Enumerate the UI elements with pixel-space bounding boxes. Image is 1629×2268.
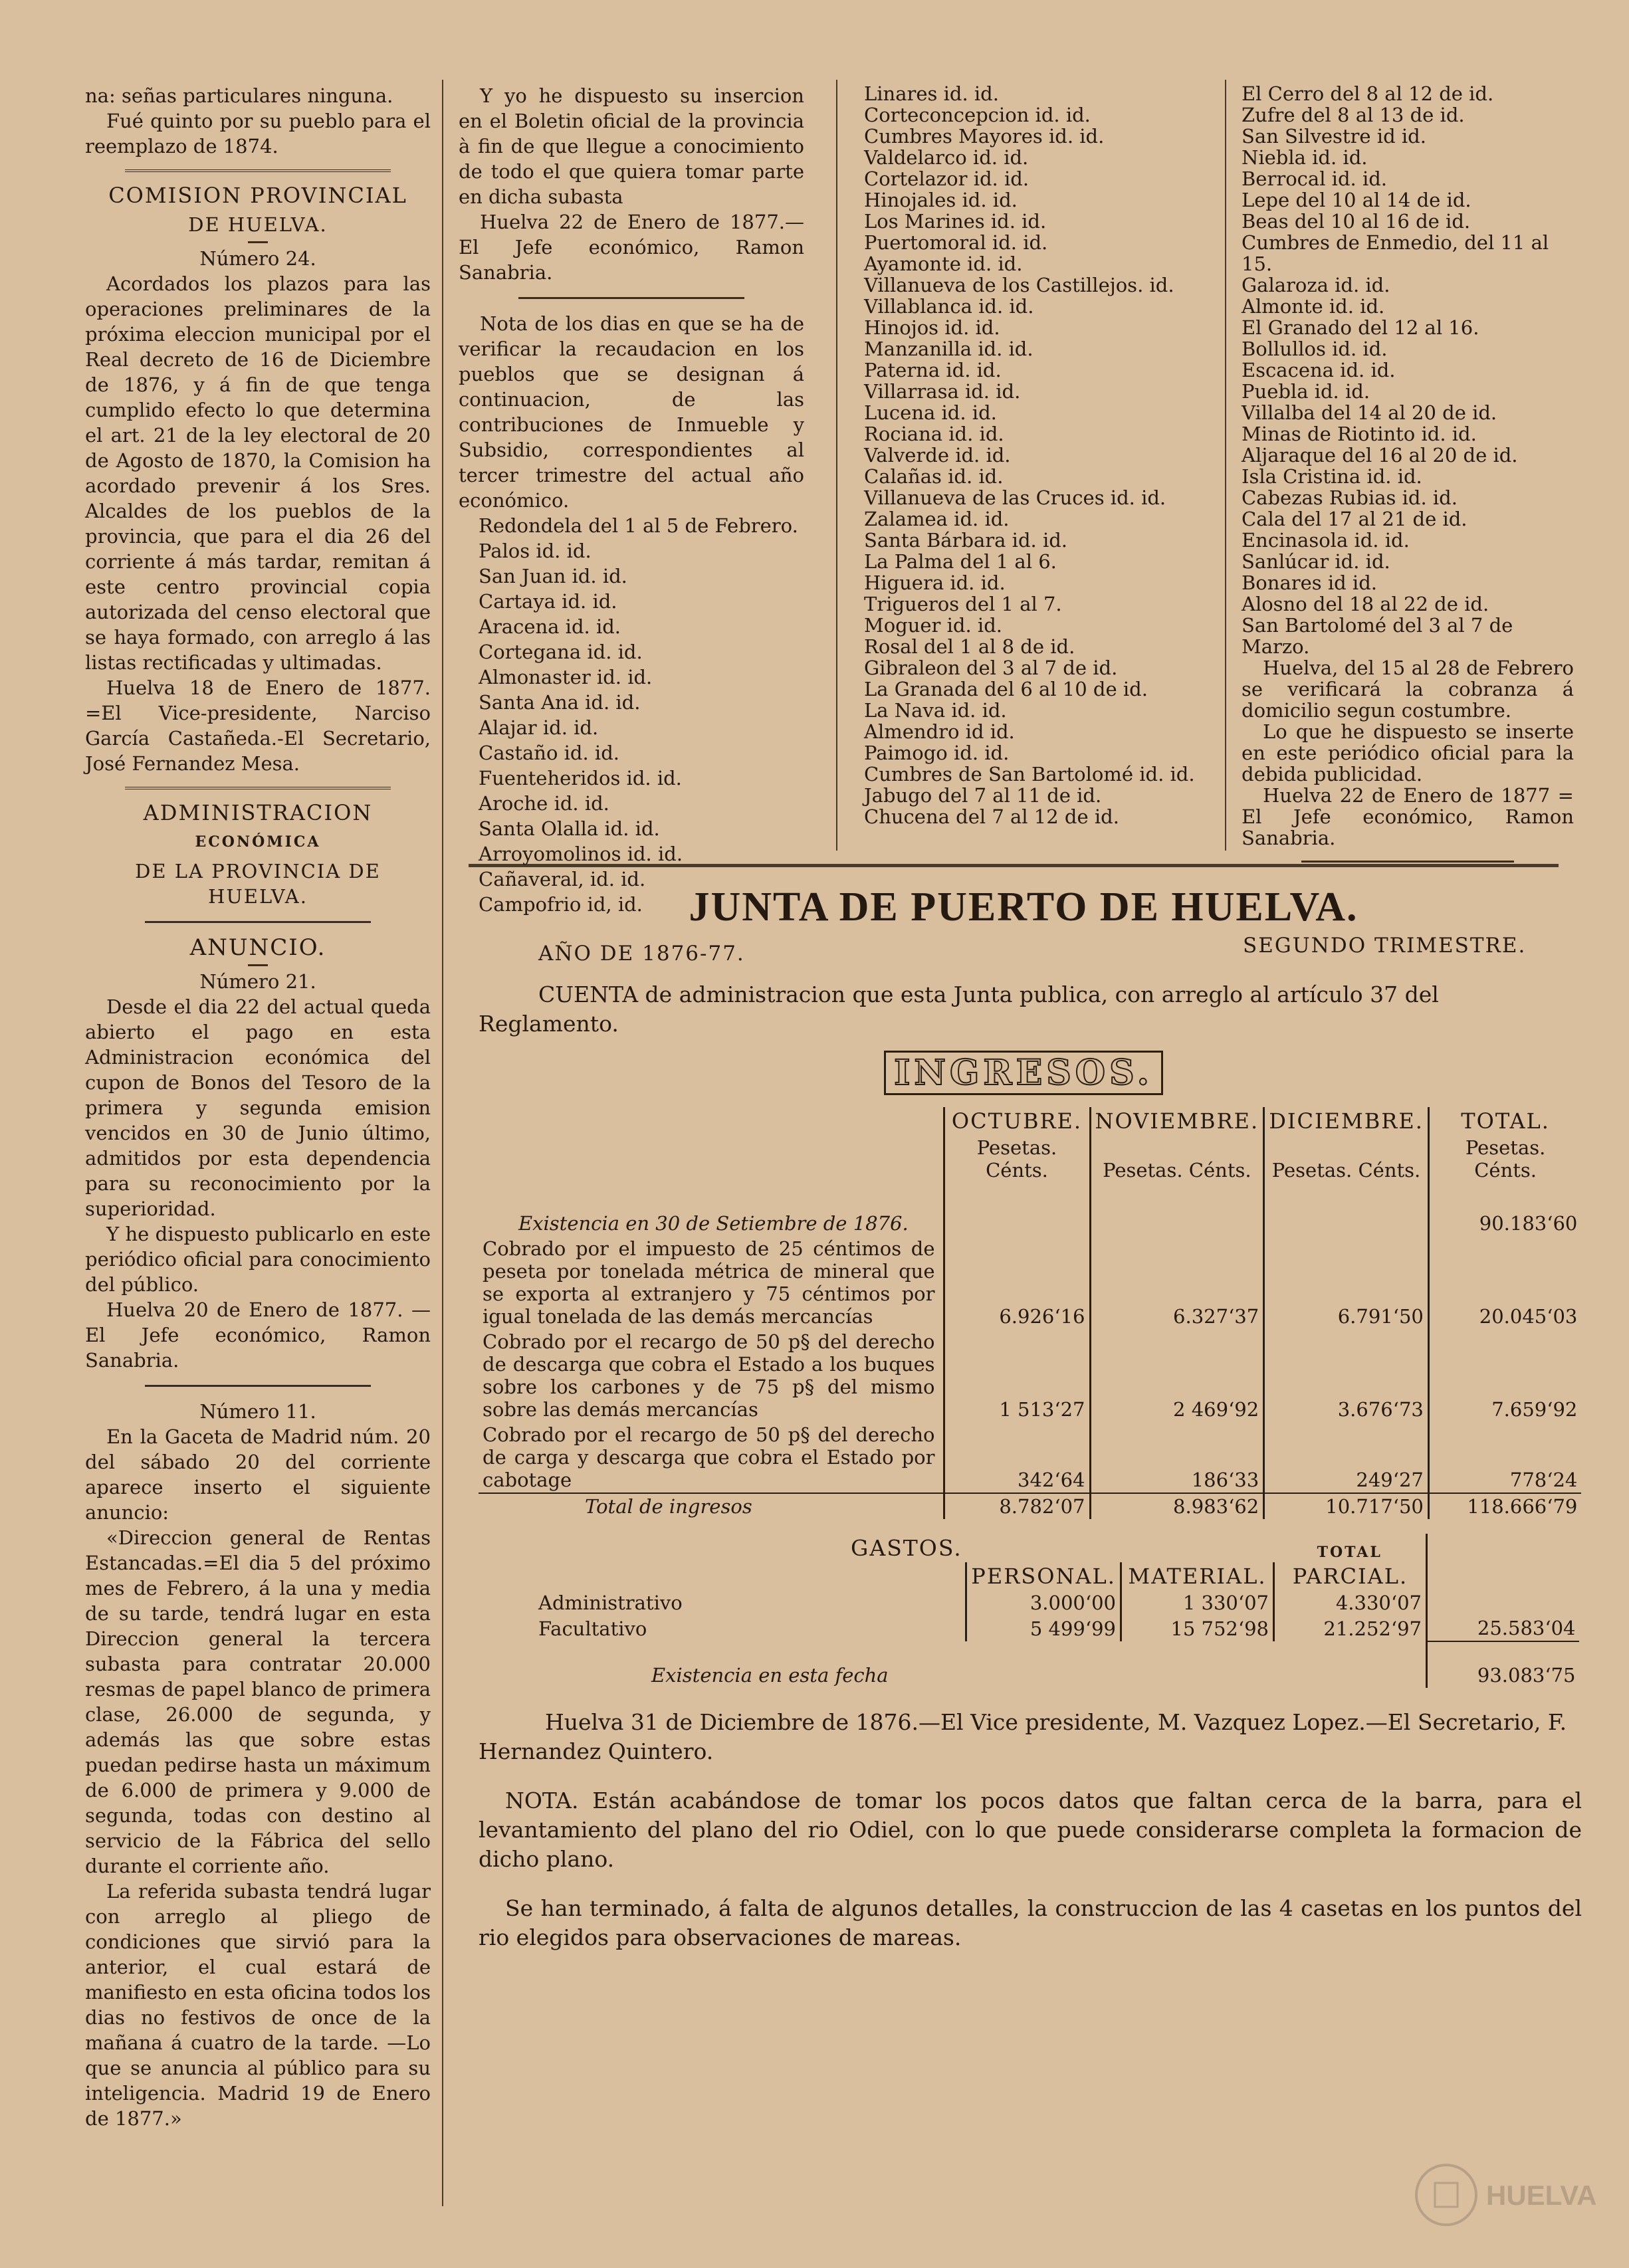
list-item: Villalba del 14 al 20 de id.	[1242, 401, 1497, 424]
unit-header: Pesetas. Cénts.	[944, 1135, 1090, 1183]
cell-nov: 6.327‘37	[1090, 1236, 1264, 1329]
junta-nota	[479, 1786, 1582, 1874]
list-item: Paimogo id. id.	[864, 742, 1010, 764]
total-oct: 8.782‘07	[944, 1493, 1090, 1519]
list-item: Encinasola id. id.	[1242, 529, 1410, 552]
numero11-quote-2: La referida subasta tendrá lugar con arreglo al pliego de condiciones que sirvió para la anterior, el cual estará de manifiesto en esta oficina todos los dias no festivos de once de la mañana á cuatro de la tarde. —Lo que se anuncia al público para su inteligencia. Madrid 19 de Enero de 1877.»	[85, 1880, 431, 2130]
list-item: Minas de Riotinto id. id.	[1242, 423, 1477, 445]
existencia-total: 90.183‘60	[1428, 1183, 1581, 1236]
list-item: Campofrio id, id.	[479, 893, 643, 916]
list-item: Hinojales id. id.	[864, 189, 1018, 211]
list-item: Trigueros del 1 al 7.	[864, 593, 1062, 615]
cell-dic: 6.791‘50	[1264, 1236, 1429, 1329]
list-item: Jabugo del 7 al 11 de id.	[864, 784, 1102, 807]
month-header: DICIEMBRE.	[1264, 1107, 1429, 1135]
list-item: Hinojos id. id.	[864, 316, 1000, 339]
trimestre-label: SEGUNDO TRIMESTRE.	[1243, 934, 1527, 958]
column-3	[864, 83, 1216, 827]
administracion-signature: Huelva 20 de Enero de 1877. —El Jefe económico, Ramon Sanabria.	[85, 1298, 431, 1372]
comision-body: Acordados los plazos para las operaciones preliminares de la próxima eleccion municipal por el Real decreto de 16 de Diciembre de 1876, y á fin de que tenga cumplido efecto lo que determina el art. 21 de la ley electoral de 20 de Agosto de 1870, la Comision ha acordado prevenir á los Sres. Alcaldes de los pueblos de la provincia, que para el dia 26 del corriente á más tardar, remitan á este centro provincial copia autorizada del censo electoral que se haya formado, con arreglo á las listas rectificadas y ultimadas.	[85, 272, 431, 674]
administracion-numero: Número 21.	[199, 970, 316, 993]
list-item: Almonaster id. id.	[479, 666, 653, 688]
short-rule	[248, 241, 268, 243]
list-item: Santa Bárbara id. id.	[864, 529, 1068, 552]
divider	[518, 297, 744, 299]
junta-subrow	[465, 934, 1582, 974]
list-item: Beas del 10 al 16 de id.	[1242, 210, 1471, 233]
table-row	[479, 1183, 1581, 1236]
list-item: Santa Ana id. id.	[479, 691, 641, 714]
town-list-2	[864, 83, 1216, 827]
intro-line-1: na: señas particulares ninguna.	[85, 84, 393, 107]
gastos-title: GASTOS.	[851, 1535, 962, 1561]
administracion-body: Desde el dia 22 del actual queda abierto el pago en esta Administracion económica del cupon de Bonos del Tesoro de la primera y segunda emision vencidos en 30 de Junio último, admitidos por esta dependencia para su reconocimiento por la superioridad.	[85, 995, 431, 1220]
town-list-3	[1242, 83, 1574, 657]
gastos-head-total: TOTAL	[1317, 1544, 1382, 1561]
list-item: Bollullos id. id.	[1242, 338, 1388, 360]
junta-signature: Huelva 31 de Diciembre de 1876.—El Vice presidente, M. Vazquez Lopez.—El Secretario, F. Hernandez Quintero.	[479, 1709, 1567, 1764]
list-item: Fuenteheridos id. id.	[479, 767, 682, 789]
list-item: Alosno del 18 al 22 de id.	[1242, 593, 1489, 615]
administracion-heading: ADMINISTRACION	[143, 800, 373, 825]
table-header-row	[479, 1107, 1581, 1135]
list-item: El Cerro del 8 al 12 de id.	[1242, 82, 1494, 105]
cuenta-text: CUENTA de administracion que esta Junta publica, con arreglo al artículo 37 del Reglamento.	[479, 981, 1439, 1037]
gastos-table	[479, 1534, 1579, 1688]
cell-oct: 342‘64	[944, 1422, 1090, 1493]
ingresos-heading	[465, 1051, 1582, 1095]
intro-line-2: Fué quinto por su pueblo para el reemplazo de 1874.	[85, 110, 431, 157]
gastos-head-personal: PERSONAL.	[966, 1562, 1121, 1590]
numero11-body: En la Gaceta de Madrid núm. 20 del sábado 20 del corriente aparece inserto el siguiente anuncio:	[85, 1425, 431, 1524]
list-item: Moguer id. id.	[864, 614, 1002, 637]
numero11-numero: Número 11.	[199, 1400, 316, 1423]
list-item: San Bartolomé del 3 al 7 de Marzo.	[1242, 614, 1513, 658]
list-item: Bonares id id.	[1242, 571, 1377, 594]
month-header: NOVIEMBRE.	[1090, 1107, 1264, 1135]
town-list-1	[459, 513, 804, 917]
list-item: Zufre del 8 al 13 de id.	[1242, 104, 1465, 126]
total-dic: 10.717‘50	[1264, 1493, 1429, 1519]
row-label: Cobrado por el recargo de 50 p§ del derecho de descarga que cobra el Estado a los buques sobre los carbones y de 75 p§ del mismo sobre las demás mercancías	[483, 1330, 935, 1421]
column-rule-3	[1225, 80, 1226, 851]
list-item: Almendro id id.	[864, 720, 1015, 743]
existencia-fecha: 93.083‘75	[1426, 1641, 1579, 1688]
list-item: Los Marines id. id.	[864, 210, 1047, 233]
list-item: Rosal del 1 al 8 de id.	[864, 635, 1075, 658]
total-total: 118.666‘79	[1428, 1493, 1581, 1519]
junta-title: JUNTA DE PUERTO DE HUELVA.	[689, 884, 1358, 930]
month-header: TOTAL.	[1428, 1107, 1581, 1135]
list-item: San Silvestre id id.	[1242, 125, 1426, 148]
list-item: Cumbres de Enmedio, del 11 al 15.	[1242, 231, 1549, 275]
list-item: Cartaya id. id.	[479, 590, 617, 613]
column-1	[85, 83, 431, 2131]
comision-numero: Número 24.	[199, 247, 316, 270]
table-row	[479, 1422, 1581, 1493]
col4-signature: Huelva 22 de Enero de 1877 = El Jefe económico, Ramon Sanabria.	[1242, 784, 1574, 849]
list-item: Aroche id. id.	[479, 792, 609, 815]
list-item: El Granado del 12 al 16.	[1242, 316, 1479, 339]
cell-material: 1 330‘07	[1121, 1590, 1273, 1615]
list-item: Manzanilla id. id.	[864, 338, 1033, 360]
column-rule-left-lower	[442, 877, 443, 2206]
numero11-quote: «Direccion general de Rentas Estancadas.=El dia 5 del próximo mes de Febrero, á la una y media de su tarde, tendrá lugar en esta Direccion general la tercera subasta para contratar 20.000 resmas de papel blanco de primera clase, 26.000 de segunda, y además las que sobre estas puedan pedirse hasta un máximum de 6.000 de primera y 9.000 de segunda, todas con destino al servicio de la Fábrica del sello durante el corriente año.	[85, 1526, 431, 1877]
cell-total: 7.659‘92	[1428, 1329, 1581, 1422]
list-item: Higuera id. id.	[864, 571, 1006, 594]
table-row	[479, 1590, 1579, 1615]
list-item: La Granada del 6 al 10 de id.	[864, 678, 1148, 700]
list-item: Linares id. id.	[864, 82, 999, 105]
total-nov: 8.983‘62	[1090, 1493, 1264, 1519]
list-item: Sanlúcar id. id.	[1242, 550, 1390, 573]
list-item: Cabezas Rubias id. id.	[1242, 486, 1458, 509]
column-rule-1	[442, 80, 443, 877]
cell-parcial: 21.252‘97	[1273, 1615, 1426, 1641]
list-item: Cortegana id. id.	[479, 641, 643, 663]
column-4	[1242, 83, 1574, 875]
column-2	[459, 83, 804, 917]
cell-dic: 249‘27	[1264, 1422, 1429, 1493]
list-item: Villanueva de las Cruces id. id.	[864, 486, 1166, 509]
table-header-row	[479, 1562, 1579, 1590]
nota-text: Están acabándose de tomar los pocos datos que faltan cerca de la barra, para el levantamiento del plano del rio Odiel, con lo que puede considerarse completa la formacion de dicho plano.	[479, 1788, 1582, 1872]
list-item: Isla Cristina id. id.	[1242, 465, 1422, 488]
unit-header: Pesetas. Cénts.	[1264, 1135, 1429, 1183]
list-item: Escacena id. id.	[1242, 359, 1396, 381]
cell-total: 778‘24	[1428, 1422, 1581, 1493]
administracion-body-2: Y he dispuesto publicarlo en este periódico oficial para conocimiento del público.	[85, 1223, 431, 1296]
table-row	[479, 1615, 1579, 1641]
ingresos-title: INGRESOS.	[884, 1051, 1163, 1095]
list-item: La Palma del 1 al 6.	[864, 550, 1057, 573]
list-item: Cortelazor id. id.	[864, 167, 1030, 190]
divider	[145, 921, 371, 923]
existencia-label: Existencia en 30 de Setiembre de 1876.	[518, 1212, 909, 1235]
list-item: Puertomoral id. id.	[864, 231, 1048, 254]
row-label: Cobrado por el recargo de 50 p§ del derecho de carga y descarga que cobra el Estado por cabotage	[483, 1423, 935, 1491]
insercion-text: Y yo he dispuesto su insercion en el Boletin oficial de la provincia à fin de que llegue a conocimiento de todo el que quiera tomar parte en dicha subasta	[459, 84, 804, 208]
cell-dic: 3.676‘73	[1264, 1329, 1429, 1422]
list-item: Aljaraque del 16 al 20 de id.	[1242, 444, 1518, 466]
list-item: Puebla id. id.	[1242, 380, 1370, 403]
administracion-subheading: ECONÓMICA	[195, 833, 321, 851]
list-item: Valdelarco id. id.	[864, 146, 1029, 169]
junta-nota-2: Se han terminado, á falta de algunos detalles, la construccion de las 4 casetas en los puntos del rio elegidos para observaciones de mareas.	[479, 1895, 1582, 1950]
list-item: Alajar id. id.	[479, 716, 599, 739]
existencia-fecha-label: Existencia en esta fecha	[651, 1664, 889, 1687]
list-item: Almonte id. id.	[1242, 295, 1385, 318]
list-item: Calañas id. id.	[864, 465, 1004, 488]
table-row	[479, 1329, 1581, 1422]
list-item: Cala del 17 al 21 de id.	[1242, 508, 1467, 530]
list-item: Ayamonte id. id.	[864, 253, 1023, 275]
ingresos-table	[479, 1107, 1581, 1519]
list-item: Berrocal id. id.	[1242, 167, 1388, 190]
table-total-row	[479, 1493, 1581, 1519]
gastos-head-parcial: PARCIAL.	[1273, 1562, 1426, 1590]
comision-subheading: DE HUELVA.	[188, 213, 328, 236]
row-label: Administrativo	[538, 1592, 683, 1614]
gastos-head-material: MATERIAL.	[1121, 1562, 1273, 1590]
gastos-total: 25.583‘04	[1426, 1615, 1579, 1641]
list-item: Zalamea id. id.	[864, 508, 1010, 530]
list-item: Corteconcepcion id. id.	[864, 104, 1091, 126]
nota-label: NOTA.	[505, 1788, 579, 1813]
list-item: Valverde id. id.	[864, 444, 1011, 466]
list-item: Rociana id. id.	[864, 423, 1004, 445]
list-item: Galaroza id. id.	[1242, 274, 1390, 296]
year-label: AÑO DE 1876-77.	[538, 942, 745, 966]
cell-personal: 5 499‘99	[966, 1615, 1121, 1641]
publicidad-text: Lo que he dispuesto se inserte en este periódico oficial para la debida publicidad.	[1242, 720, 1574, 785]
list-item: Santa Olalla id. id.	[479, 817, 660, 840]
table-header-row	[479, 1534, 1579, 1562]
list-item: Cumbres Mayores id. id.	[864, 125, 1105, 148]
short-rule	[248, 964, 268, 966]
junta-section	[465, 880, 1582, 1952]
cell-personal: 3.000‘00	[966, 1590, 1121, 1615]
table-unit-row	[479, 1135, 1581, 1183]
list-item: Villanueva de los Castillejos. id.	[864, 274, 1174, 296]
list-item: Lucena id. id.	[864, 401, 997, 424]
cell-oct: 6.926‘16	[944, 1236, 1090, 1329]
list-item: Palos id. id.	[479, 540, 592, 562]
divider	[145, 1385, 371, 1387]
list-item: Cumbres de San Bartolomé id. id.	[864, 763, 1195, 785]
list-item: Lepe del 10 al 14 de id.	[1242, 189, 1471, 211]
column-rule-2	[836, 80, 837, 851]
list-item: Arroyomolinos id. id.	[479, 843, 683, 865]
list-item: Paterna id. id.	[864, 359, 1002, 381]
cell-total: 20.045‘03	[1428, 1236, 1581, 1329]
list-item: Gibraleon del 3 al 7 de id.	[864, 657, 1118, 679]
list-item: La Nava id. id.	[864, 699, 1007, 722]
table-row	[479, 1236, 1581, 1329]
administracion-province: DE LA PROVINCIA DE HUELVA.	[135, 860, 381, 908]
insercion-signature: Huelva 22 de Enero de 1877.— El Jefe económico, Ramon Sanabria.	[459, 211, 804, 284]
cell-nov: 186‘33	[1090, 1422, 1264, 1493]
unit-header: Pesetas. Cénts.	[1090, 1135, 1264, 1183]
list-item: Aracena id. id.	[479, 615, 621, 638]
month-header: OCTUBRE.	[944, 1107, 1090, 1135]
list-item: Cañaveral, id. id.	[479, 868, 646, 890]
divider	[125, 787, 391, 789]
list-item: Villablanca id. id.	[864, 295, 1034, 318]
cell-oct: 1 513‘27	[944, 1329, 1090, 1422]
list-item: Villarrasa id. id.	[864, 380, 1021, 403]
row-label: Cobrado por el impuesto de 25 céntimos de peseta por tonelada métrica de mineral que se exporta al extranjero y 75 céntimos por igual tonelada de las demás mercancías	[483, 1237, 935, 1328]
comision-heading: COMISION PROVINCIAL	[108, 183, 407, 208]
watermark-logo	[1410, 2142, 1609, 2248]
comision-signature: Huelva 18 de Enero de 1877. =El Vice-presidente, Narciso García Castañeda.-El Secretario, José Fernandez Mesa.	[85, 676, 431, 775]
list-item: Redondela del 1 al 5 de Febrero.	[479, 514, 798, 537]
table-total-row	[479, 1641, 1579, 1688]
cell-parcial: 4.330‘07	[1273, 1590, 1426, 1615]
nota-recaudacion: Nota de los dias en que se ha de verificar la recaudacion en los pueblos que se designan á continuacion, de las contribuciones de Inmueble y Subsidio, correspondientes al tercer trimestre del actual año económico.	[459, 312, 804, 512]
list-item: San Juan id. id.	[479, 565, 627, 587]
list-item: Niebla id. id.	[1242, 146, 1368, 169]
cell-material: 15 752‘98	[1121, 1615, 1273, 1641]
row-label: Facultativo	[538, 1617, 647, 1640]
anuncio-heading: ANUNCIO.	[189, 934, 326, 961]
watermark-text: HUELVA	[1486, 2180, 1597, 2211]
divider	[1301, 861, 1514, 863]
cobranza-text: Huelva, del 15 al 28 de Febrero se verificará la cobranza á domicilio segun costumbre.	[1242, 657, 1574, 722]
divider	[125, 169, 391, 172]
list-item: Castaño id. id.	[479, 742, 619, 764]
unit-header: Pesetas. Cénts.	[1428, 1135, 1581, 1183]
list-item: Chucena del 7 al 12 de id.	[864, 805, 1119, 828]
cell-nov: 2 469‘92	[1090, 1329, 1264, 1422]
total-label: Total de ingresos	[585, 1495, 752, 1518]
